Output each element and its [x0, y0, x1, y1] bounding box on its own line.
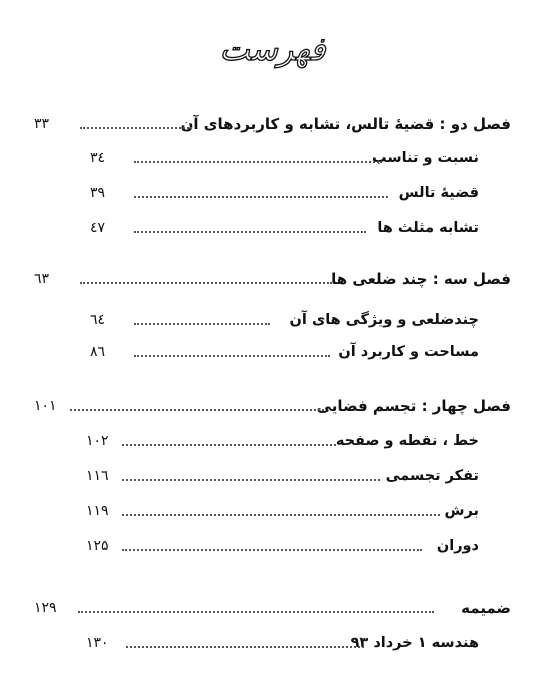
toc-entry-chapter-2[interactable] [0, 112, 545, 136]
leader-dots [80, 127, 192, 129]
toc-entry-page: ۱۰۱ [34, 398, 57, 414]
toc-entry-label: برش [444, 503, 479, 519]
toc-entry-label: فصل چهار : تجسم فضایی [316, 397, 511, 415]
toc-entry-page: ۳٤ [90, 150, 106, 166]
toc-entry-page: ۱۱۹ [86, 503, 109, 519]
toc-entry-proportion[interactable] [0, 146, 545, 170]
toc-entry-visual-thinking[interactable] [0, 464, 545, 488]
toc-entry-page: ٤۷ [90, 220, 106, 236]
leader-dots [122, 514, 440, 516]
toc-entry-label: فصل سه : چند ضلعی ها [331, 270, 511, 288]
toc-entry-chapter-4[interactable] [0, 394, 545, 418]
toc-entry-label: فصل دو : قضیهٔ تالس، تشابه و کاربردهای آن [180, 115, 511, 133]
toc-entry-rotation[interactable] [0, 534, 545, 558]
page-title: فهرست [219, 30, 326, 68]
toc-entry-exam-1393[interactable] [0, 631, 545, 655]
leader-dots [134, 323, 270, 325]
toc-entry-area[interactable] [0, 340, 545, 364]
toc-entry-page: ۳۳ [34, 116, 50, 132]
leader-dots [122, 479, 380, 481]
leader-dots [80, 282, 332, 284]
toc-entry-label: تفکر تجسمی [385, 468, 479, 484]
toc-entry-page: ۸٦ [90, 344, 106, 360]
toc-entry-page: ۱۳۰ [86, 635, 109, 651]
toc-entry-label: قضیهٔ تالس [398, 185, 479, 201]
leader-dots [134, 355, 330, 357]
toc-entry-appendix[interactable] [0, 596, 545, 620]
toc-entry-label: نسبت و تناسب [372, 150, 479, 166]
toc-entry-page: ۱۲۹ [34, 600, 57, 616]
toc-entry-page: ۱۲۵ [86, 538, 109, 554]
toc-entry-line-point-plane[interactable] [0, 429, 545, 453]
toc-entry-similar-triangles[interactable] [0, 216, 545, 240]
toc-entry-page: ۳۹ [90, 185, 106, 201]
leader-dots [78, 611, 434, 613]
toc-entry-cross-section[interactable] [0, 499, 545, 523]
toc-entry-thales[interactable] [0, 181, 545, 205]
leader-dots [126, 646, 364, 648]
toc-entry-polygon-properties[interactable] [0, 308, 545, 332]
toc-entry-label: خط ، نقطه و صفحه [335, 433, 479, 449]
toc-entry-label: هندسه ۱ خرداد ۹۳ [350, 635, 479, 651]
toc-entry-label: مساحت و کاربرد آن [338, 344, 479, 360]
toc-entry-label: چندضلعی و ویژگی های آن [289, 312, 479, 328]
toc-entry-page: ۱۰۲ [86, 433, 109, 449]
leader-dots [134, 161, 382, 163]
leader-dots [134, 196, 388, 198]
toc-entry-page: ٦٤ [90, 312, 106, 328]
leader-dots [122, 549, 422, 551]
toc-entry-label: ضمیمه [461, 599, 511, 617]
toc-entry-page: ٦۳ [34, 271, 50, 287]
toc-entry-page: ۱۱٦ [86, 468, 109, 484]
toc-entry-chapter-3[interactable] [0, 267, 545, 291]
leader-dots [70, 409, 324, 411]
leader-dots [134, 231, 366, 233]
toc-entry-label: دوران [436, 538, 479, 554]
leader-dots [122, 444, 336, 446]
toc-entry-label: تشابه مثلث ها [377, 220, 479, 236]
